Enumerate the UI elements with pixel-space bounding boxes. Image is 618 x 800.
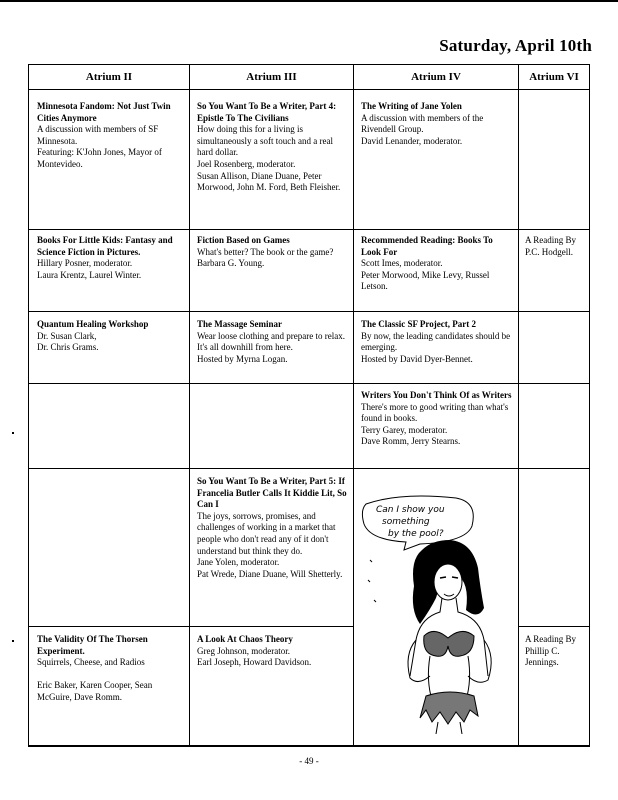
session-description: By now, the leading candidates should be emerging. Hosted by David Dyer-Bennet. — [361, 330, 511, 364]
header-divider — [29, 89, 589, 90]
session-cell — [361, 101, 513, 147]
session-description: Scott Imes, moderator. Peter Morwood, Mike Levy, Russel Letson. — [361, 258, 490, 292]
session-cell — [197, 235, 347, 270]
column-divider — [353, 65, 354, 745]
session-description: A discussion with members of the Rivendell Group. David Lenander, moderator. — [361, 112, 484, 146]
column-header-atrium-iv: Atrium IV — [411, 71, 461, 83]
session-description: A Reading By Phillip C. Jennings. — [525, 634, 576, 668]
column-divider — [518, 65, 519, 745]
session-title: The Massage Seminar — [197, 319, 282, 329]
session-description: Hillary Posner, moderator. Laura Krentz, Laurel Winter. — [37, 258, 142, 280]
row-divider — [29, 626, 354, 627]
margin-mark — [12, 640, 14, 642]
session-cell — [197, 476, 349, 580]
speech-text — [376, 505, 447, 539]
session-cell — [37, 634, 187, 704]
session-cell — [37, 319, 187, 354]
page-title: Saturday, April 10th — [439, 36, 592, 55]
session-cell — [197, 101, 349, 194]
speech-line: something — [382, 517, 430, 527]
session-title: The Validity Of The Thorsen Experiment. — [37, 634, 148, 656]
session-description: What's better? The book or the game? Barbara G. Young. — [197, 246, 334, 269]
session-description: Wear loose clothing and prepare to relax. It's all downhill from here. Hosted by Myrna Logan. — [197, 330, 345, 364]
session-description: Dr. Susan Clark, Dr. Chris Grams. — [37, 330, 99, 353]
row-divider — [29, 311, 589, 312]
margin-mark — [12, 432, 14, 434]
session-description: Squirrels, Cheese, and Radios Eric Baker, Karen Cooper, Sean McGuire, Dave Romm. — [37, 657, 153, 702]
session-cell — [525, 634, 587, 669]
top-rule — [0, 0, 618, 2]
session-title: A Look At Chaos Theory — [197, 634, 293, 644]
session-cell — [361, 235, 513, 293]
session-description: A discussion with members of SF Minnesota. Featuring: K'John Jones, Mayor of Montevideo. — [37, 124, 162, 169]
row-divider — [29, 229, 589, 230]
session-description: A Reading By P.C. Hodgell. — [525, 235, 576, 257]
column-header-atrium-ii: Atrium II — [85, 71, 133, 83]
session-title: Minnesota Fandom: Not Just Twin Cities Anymore — [37, 101, 171, 123]
row-divider — [29, 383, 589, 384]
session-cell — [525, 235, 587, 258]
column-header-atrium-vi: Atrium VI — [529, 71, 579, 83]
session-cell — [361, 390, 513, 448]
session-description: Greg Johnson, moderator. Earl Joseph, Howard Davidson. — [197, 645, 312, 668]
session-title: Writers You Don't Think Of as Writers — [361, 390, 512, 400]
row-divider — [518, 626, 589, 627]
session-cell — [37, 235, 187, 281]
bottom-rule — [28, 745, 590, 747]
column-header-atrium-iii: Atrium III — [246, 71, 297, 83]
session-description: How doing this for a living is simultaneously a soft touch and a real hard dollar. Joel Rosenberg, moderator. Susan Allison, Diane Duane, Peter Morwood, John M. Ford, Beth Fleisher. — [197, 124, 341, 193]
session-description: There's more to good writing than what's found in books. Terry Garey, moderator. Dave Romm, Jerry Stearns. — [361, 401, 509, 447]
column-divider — [189, 65, 190, 745]
session-title: Fiction Based on Games — [197, 235, 290, 245]
session-title: So You Want To Be a Writer, Part 4: Epistle To The Civilians — [197, 101, 337, 123]
session-description: The joys, sorrows, promises, and challenges of working in a market that people who don't read any of it don't understand but think they do. Jane Yolen, moderator. Pat Wrede, Diane Duane, Will Shetterly. — [197, 510, 343, 579]
session-title: The Classic SF Project, Part 2 — [361, 319, 476, 329]
session-title: Recommended Reading: Books To Look For — [361, 235, 493, 257]
session-title: So You Want To Be a Writer, Part 5: If Francelia Butler Calls It Kiddie Lit, So Can I — [197, 476, 347, 510]
page-number: - 49 - — [299, 756, 319, 766]
session-cell — [361, 319, 513, 365]
session-cell — [197, 319, 347, 365]
speech-line: by the pool? — [388, 529, 444, 539]
session-cell — [197, 634, 349, 669]
session-title: Books For Little Kids: Fantasy and Science Fiction in Pictures. — [37, 235, 173, 257]
session-title: Quantum Healing Workshop — [37, 319, 149, 329]
row-divider — [29, 468, 589, 469]
session-cell — [37, 101, 183, 171]
speech-line: Can I show you — [376, 505, 445, 515]
cartoon-woman-drawing — [360, 490, 516, 734]
session-title: The Writing of Jane Yolen — [361, 101, 462, 111]
